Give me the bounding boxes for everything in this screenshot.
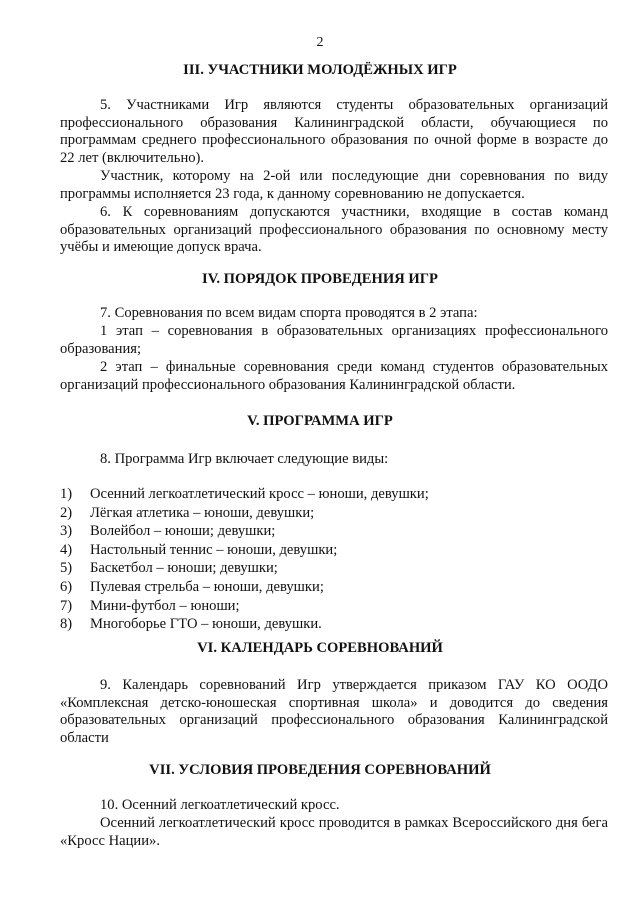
paragraph-10-cross-nation: Осенний легкоатлетический кросс проводится в рамках Всероссийского дня бега «Кросс Нации».: [60, 815, 608, 849]
list-item-number: 2): [60, 504, 73, 521]
list-item: [60, 505, 608, 524]
list-item-text: Пулевая стрельба – юноши, девушки;: [90, 578, 324, 595]
section-3-heading: III. УЧАСТНИКИ МОЛОДЁЖНЫХ ИГР: [183, 62, 457, 78]
list-item-number: 4): [60, 541, 73, 558]
list-item: [60, 560, 608, 579]
paragraph-10: 10. Осенний легкоатлетический кросс.: [100, 797, 340, 813]
list-item: [60, 616, 608, 635]
paragraph-8: 8. Программа Игр включает следующие виды:: [100, 451, 389, 467]
list-item-text: Многоборье ГТО – юноши, девушки.: [90, 616, 322, 633]
section-4-heading: IV. ПОРЯДОК ПРОВЕДЕНИЯ ИГР: [202, 271, 438, 287]
stage-2-text: 2 этап – финальные соревнования среди команд студентов образовательных организаций профессионального образования Калининградской области.: [60, 359, 608, 393]
list-item-number: 3): [60, 523, 73, 540]
list-item-text: Осенний легкоатлетический кросс – юноши, девушки;: [90, 486, 429, 502]
list-item-number: 6): [60, 578, 73, 595]
list-item-number: 1): [60, 486, 73, 502]
paragraph-5: 5. Участниками Игр являются студенты образовательных организаций профессионального образования Калининградской области, обучающиеся по программам среднего профессионального образования по очной форме в возрасте до 22 лет (включительно).: [60, 97, 608, 166]
list-item-number: 8): [60, 616, 73, 633]
section-5-heading: V. ПРОГРАММА ИГР: [247, 413, 393, 429]
list-item: [60, 598, 608, 617]
list-item-text: Мини-футбол – юноши;: [90, 597, 240, 614]
page-number: 2: [316, 35, 324, 50]
paragraph-9: 9. Календарь соревнований Игр утверждается приказом ГАУ КО ООДО «Комплексная детско-юношеская спортивная школа» и доводится до сведения образовательных организаций профессионального образования Калининградской области: [60, 677, 608, 746]
list-item-number: 7): [60, 597, 73, 614]
paragraph-6: 6. К соревнованиям допускаются участники, входящие в состав команд образовательных организаций профессионального образования по основному месту учёбы и имеющие допуск врача.: [60, 204, 608, 256]
list-item-text: Волейбол – юноши; девушки;: [90, 523, 276, 540]
list-item-text: Баскетбол – юноши; девушки;: [90, 560, 278, 577]
list-item: [60, 542, 608, 561]
section-7-heading: VII. УСЛОВИЯ ПРОВЕДЕНИЯ СОРЕВНОВАНИЙ: [149, 762, 491, 778]
list-item-text: Настольный теннис – юноши, девушки;: [90, 541, 338, 558]
paragraph-7: 7. Соревнования по всем видам спорта проводятся в 2 этапа:: [100, 305, 478, 321]
list-item-text: Лёгкая атлетика – юноши, девушки;: [90, 504, 315, 521]
list-item: [60, 579, 608, 598]
stage-1-text: 1 этап – соревнования в образовательных организациях профессионального образования;: [60, 323, 608, 357]
list-item: [60, 486, 608, 505]
list-item-number: 5): [60, 560, 73, 577]
list-item: [60, 523, 608, 542]
sports-program-list: [60, 486, 608, 635]
section-6-heading: VI. КАЛЕНДАРЬ СОРЕВНОВАНИЙ: [197, 640, 443, 656]
paragraph-5-age-limit: Участник, которому на 2-ой или последующие дни соревнования по виду программы исполняется 23 года, к данному соревнованию не допускается.: [60, 168, 608, 202]
